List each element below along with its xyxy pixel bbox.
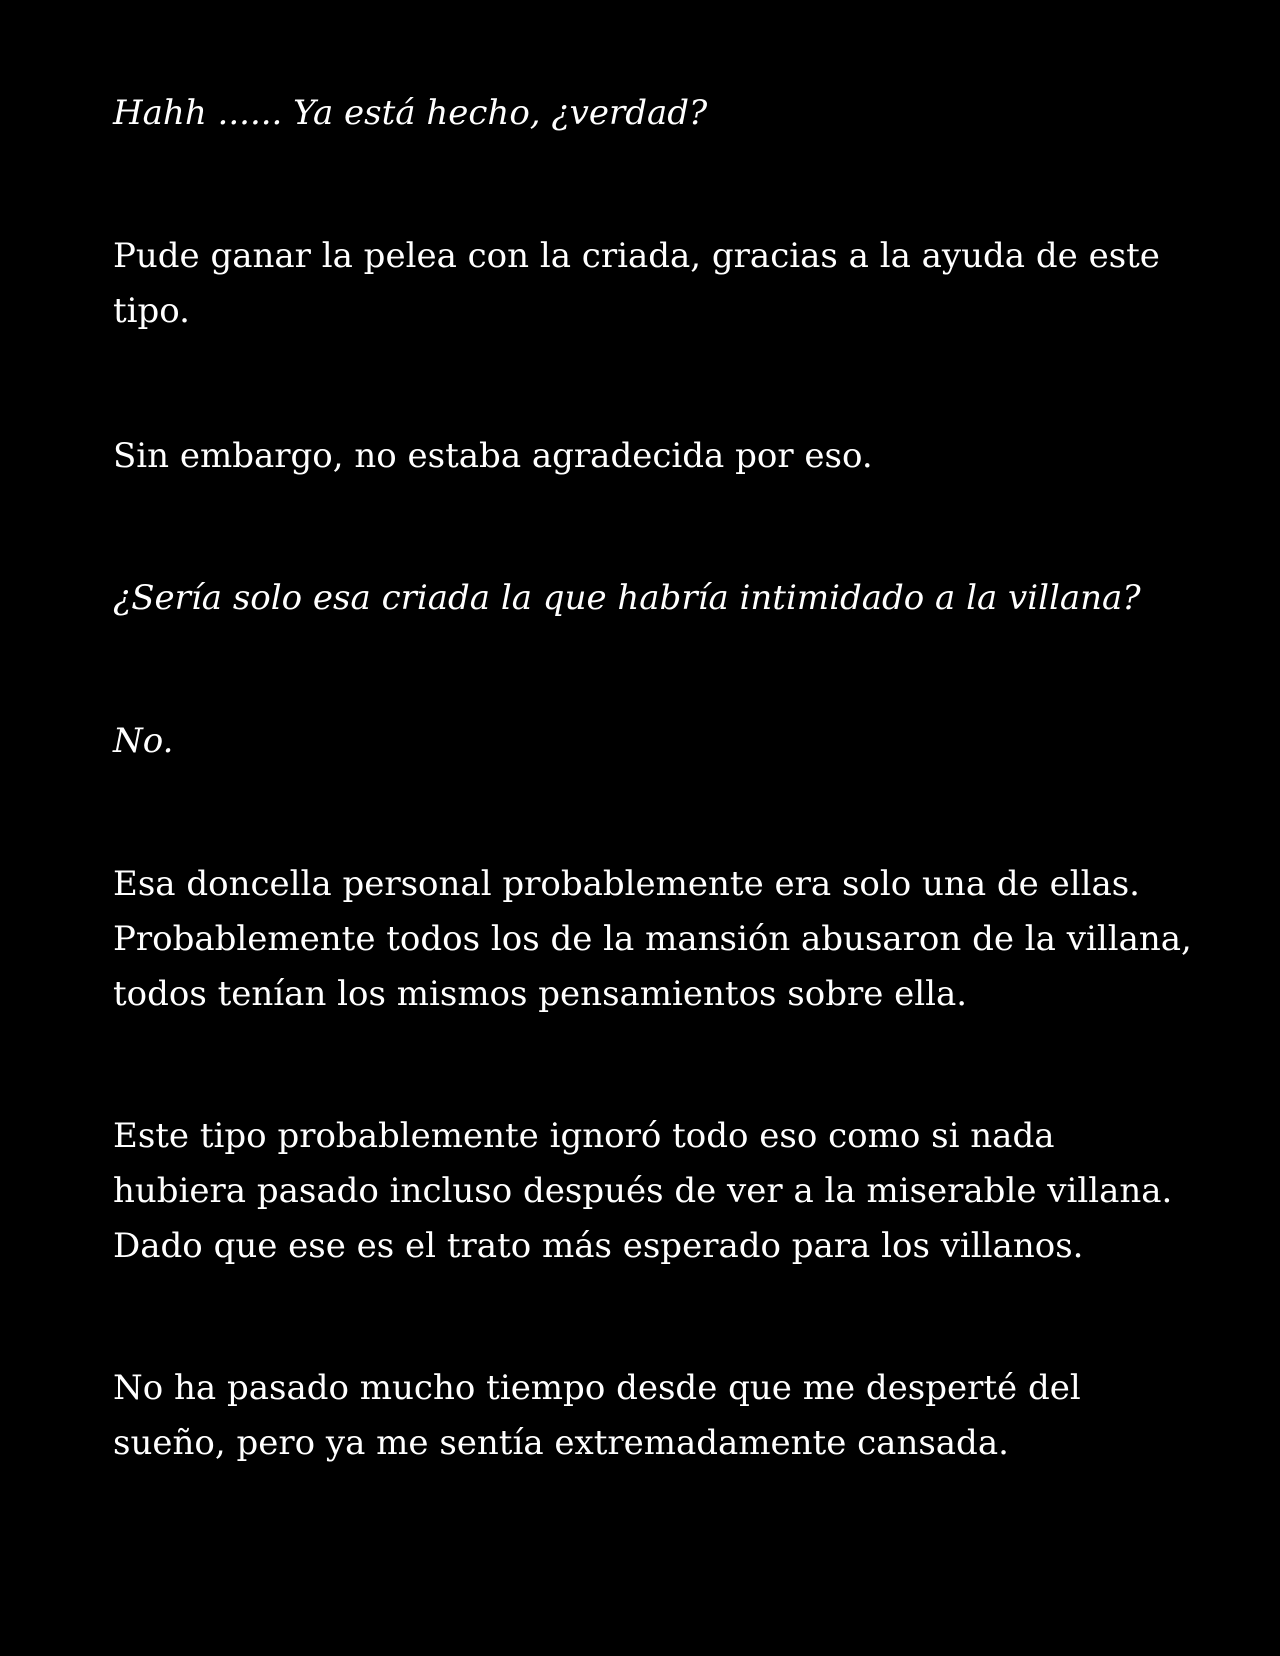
paragraph-7: Este tipo probablemente ignoró todo eso como si nada hubiera pasado incluso después de ver a la miserable villana. Dado que ese es el trato más esperado para los villanos. bbox=[113, 1116, 1173, 1266]
paragraph-8: No ha pasado mucho tiempo desde que me desperté del sueño, pero ya me sentía extremadamente cansada. bbox=[113, 1368, 1081, 1463]
paragraph-5-inner-thought: No. bbox=[113, 721, 174, 761]
paragraph-6: Esa doncella personal probablemente era solo una de ellas. Probablemente todos los de la mansión abusaron de la villana, todos tenían los mismos pensamientos sobre ella. bbox=[113, 864, 1192, 1014]
paragraph-4-inner-thought: ¿Sería solo esa criada la que habría intimidado a la villana? bbox=[113, 578, 1141, 618]
paragraph-1-inner-thought: Hahh ...... Ya está hecho, ¿verdad? bbox=[113, 93, 708, 133]
paragraph-2: Pude ganar la pelea con la criada, gracias a la ayuda de este tipo. bbox=[113, 236, 1160, 331]
paragraph-3: Sin embargo, no estaba agradecida por eso. bbox=[113, 436, 873, 476]
